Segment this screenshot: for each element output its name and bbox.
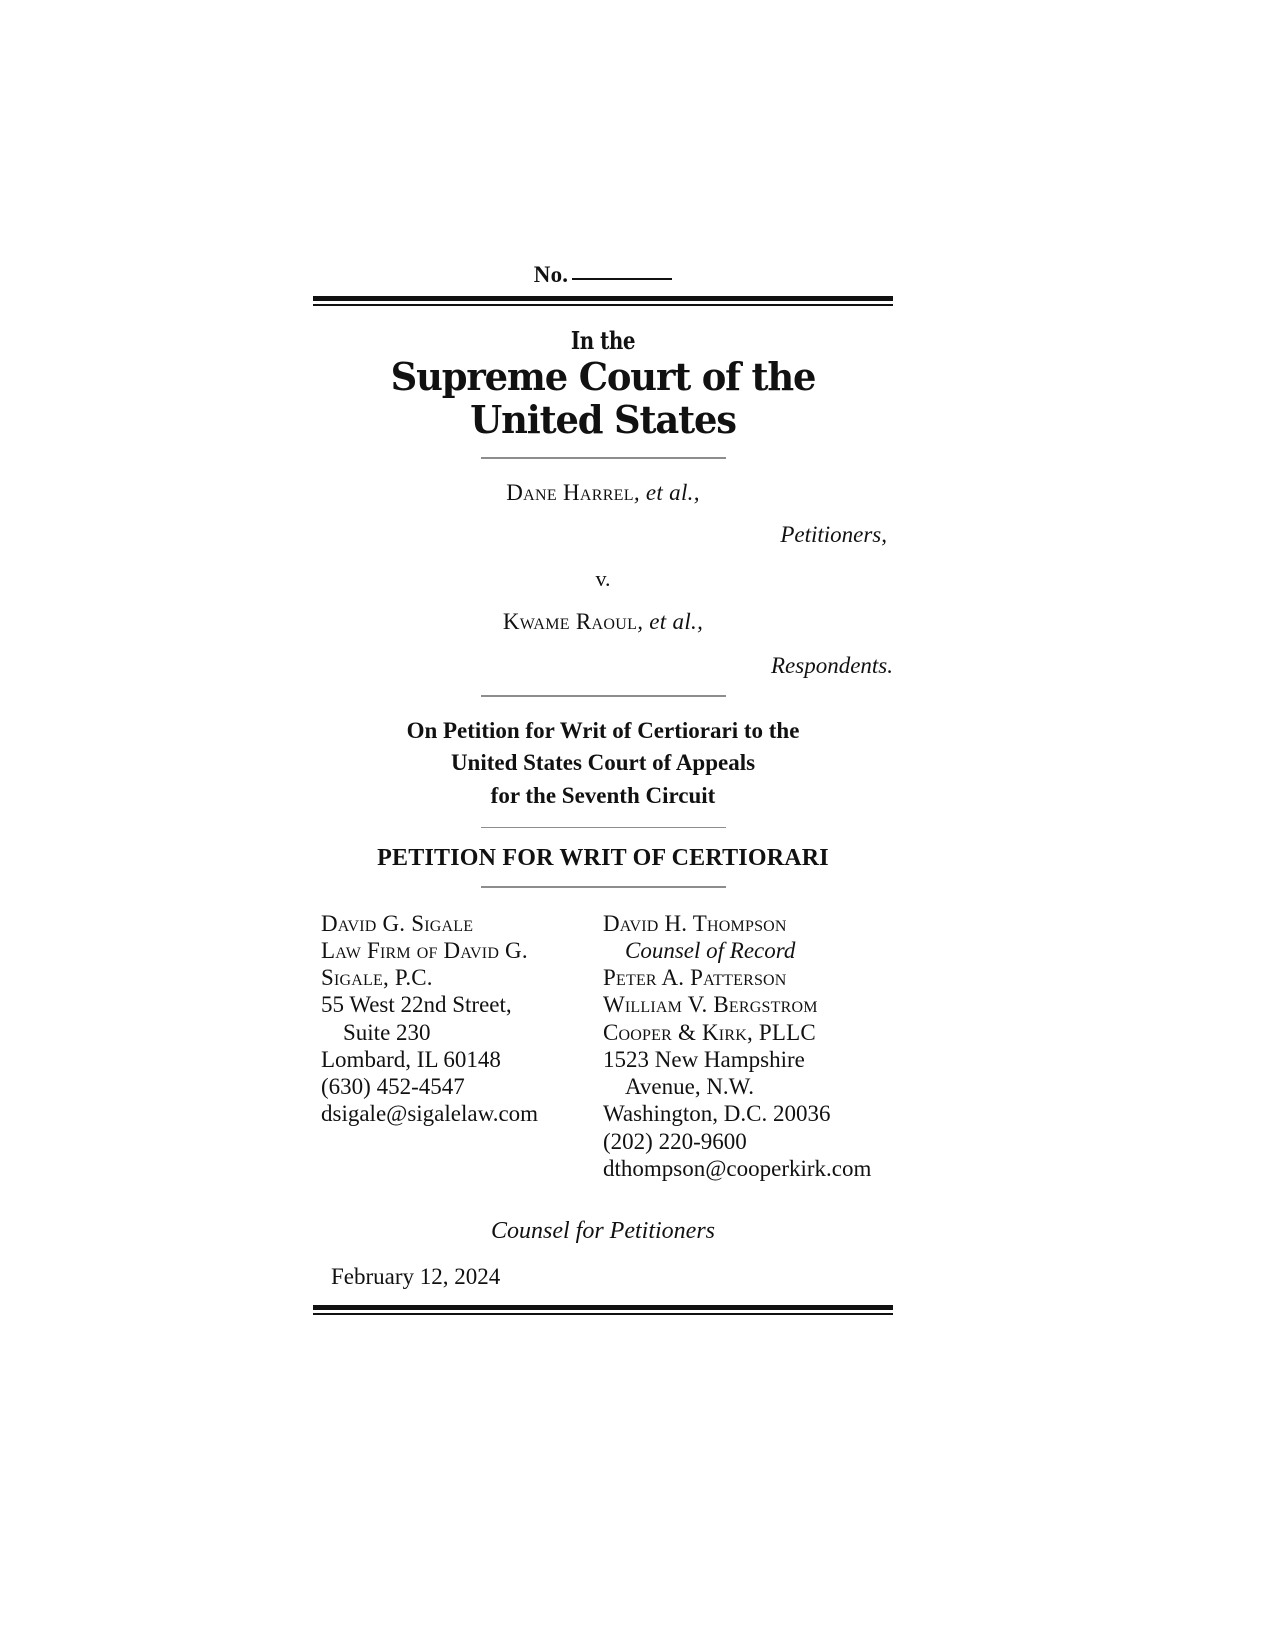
petition-from-line-2: United States Court of Appeals: [450, 750, 756, 776]
right-counsel-email: dthompson@cooperkirk.com: [603, 1155, 872, 1181]
left-counsel-phone: (630) 452-4547: [321, 1074, 465, 1100]
petitioner-role-label: Petitioners,: [780, 522, 887, 548]
petitioner-party: [313, 477, 893, 508]
respondent-party: [313, 606, 893, 637]
right-counsel-address-line-2: Avenue, N.W.: [625, 1074, 755, 1100]
court-heading-in-the: In the: [570, 326, 636, 355]
right-counsel-name: David H. Thompson: [603, 910, 787, 936]
respondent-role-label: Respondents.: [770, 653, 893, 679]
case-caption: [313, 477, 893, 679]
respondent-name: Kwame Raoul: [502, 609, 638, 635]
court-name: Supreme Court of the United States: [390, 354, 816, 442]
petitioner-name: Dane Harrel: [506, 479, 634, 505]
left-counsel-email: dsigale@sigalelaw.com: [321, 1101, 539, 1127]
left-counsel-firm-line-1: Law Firm of David G.: [321, 937, 528, 963]
left-counsel-address-line-2: Suite 230: [343, 1019, 431, 1045]
right-counsel-address-line-1: 1523 New Hampshire: [603, 1046, 805, 1072]
right-counsel-address-line-3: Washington, D.C. 20036: [603, 1101, 831, 1127]
right-counsel-attorney-2: Peter A. Patterson: [603, 965, 787, 991]
petition-from-block: [313, 715, 893, 813]
petitioner-etal: , et al.,: [633, 479, 700, 505]
petition-title: PETITION FOR WRIT OF CERTIORARI: [377, 845, 829, 872]
petition-title-top-hairline: [481, 827, 726, 829]
certiorari-cover-block: [313, 262, 893, 1315]
petition-from-line-1: On Petition for Writ of Certiorari to the: [406, 717, 800, 743]
counsel-columns: [313, 910, 893, 1183]
filing-date: February 12, 2024: [331, 1264, 501, 1290]
petition-from-line-3: for the Seventh Circuit: [490, 782, 716, 808]
caption-top-hairline: [481, 457, 726, 459]
respondent-etal: , et al.,: [637, 609, 704, 635]
docket-number-line: [313, 262, 893, 288]
docket-number-blank: [572, 278, 672, 280]
court-heading: [313, 328, 893, 441]
bottom-double-rule: [313, 1305, 893, 1315]
docket-number-label: No.: [533, 262, 569, 287]
counsel-column-right: [598, 910, 893, 1183]
left-counsel-firm-line-2: Sigale, P.C.: [321, 965, 433, 991]
top-rule-thin: [313, 304, 893, 306]
right-counsel-phone: (202) 220-9600: [603, 1128, 747, 1154]
counsel-column-left: [313, 910, 598, 1183]
counsel-of-record-label: Counsel of Record: [625, 937, 796, 963]
left-counsel-address-line-3: Lombard, IL 60148: [321, 1046, 501, 1072]
counsel-top-hairline: [481, 886, 726, 888]
bottom-rule-thin: [313, 1313, 893, 1315]
right-counsel-firm: Cooper & Kirk, PLLC: [603, 1019, 816, 1045]
left-counsel-address-line-1: 55 West 22nd Street,: [321, 992, 512, 1018]
from-block-top-hairline: [481, 695, 726, 697]
versus-label: v.: [595, 566, 611, 592]
left-counsel-name: David G. Sigale: [321, 910, 474, 936]
counsel-for-petitioners-label: Counsel for Petitioners: [491, 1218, 715, 1245]
right-counsel-attorney-3: William V. Bergstrom: [603, 992, 818, 1018]
top-double-rule: [313, 296, 893, 306]
